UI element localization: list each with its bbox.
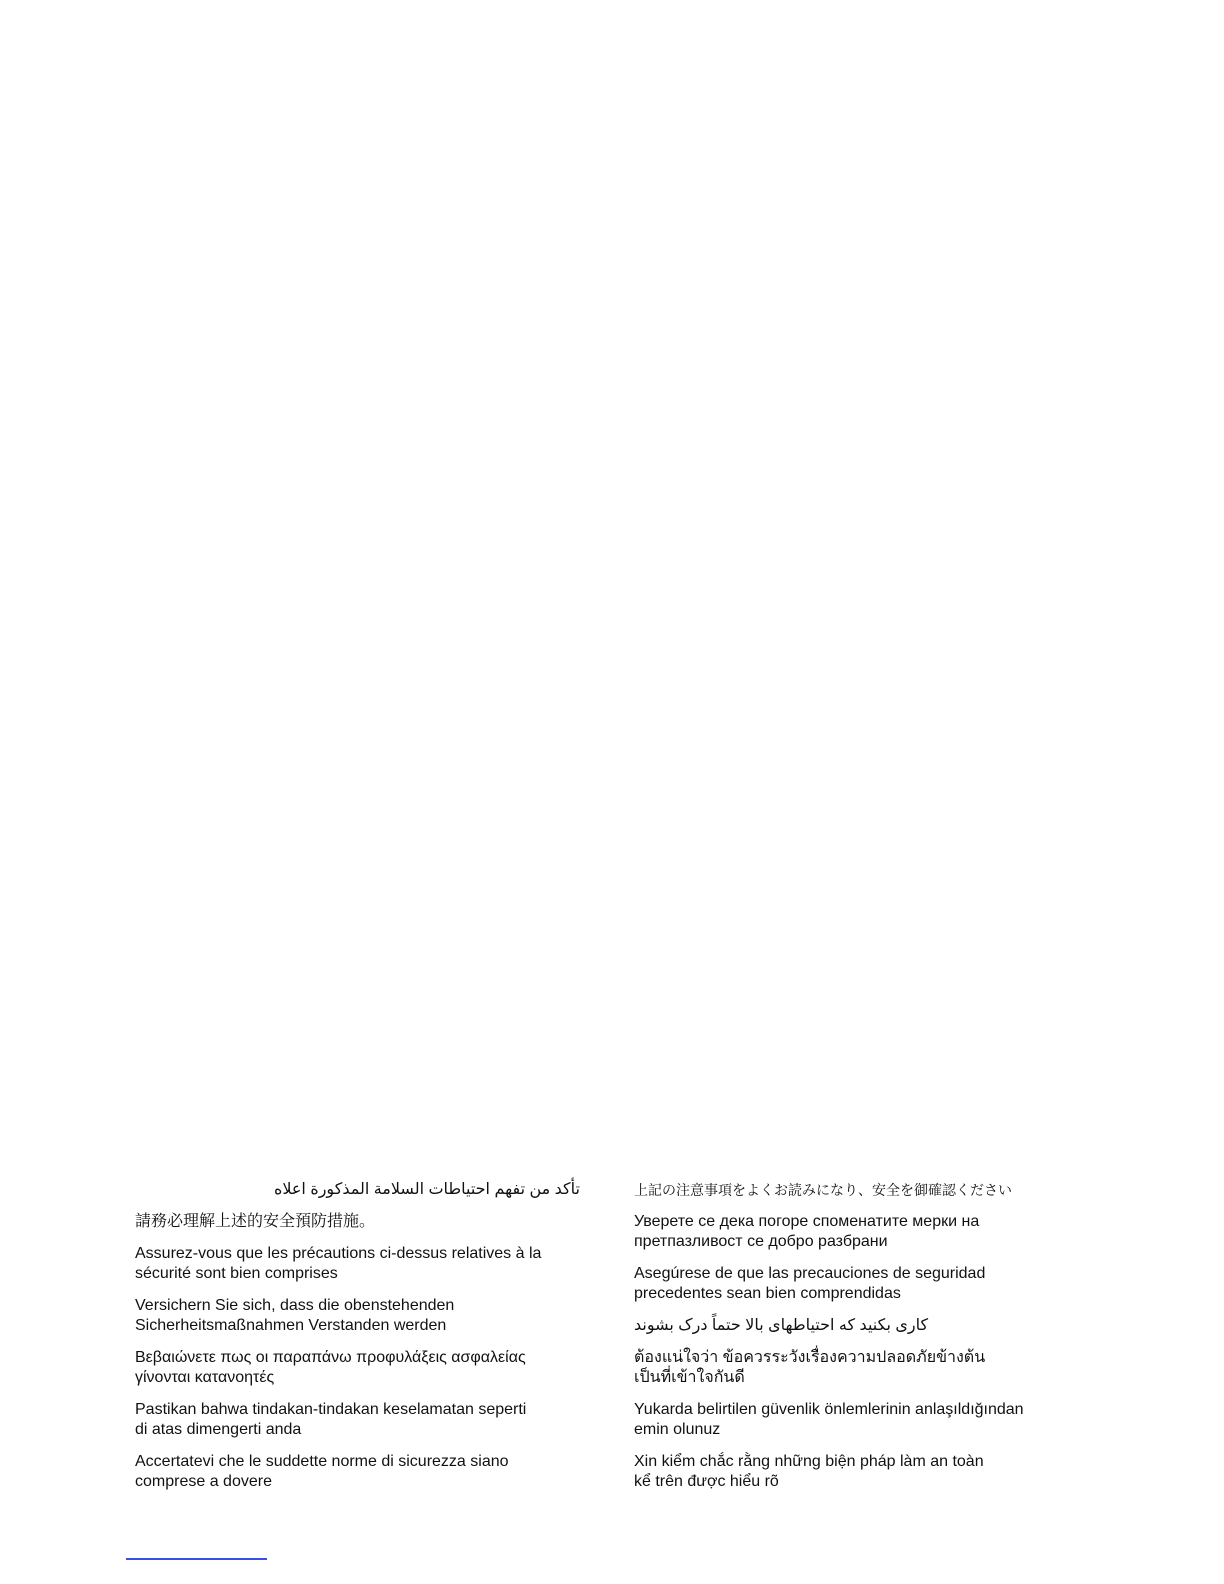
notice-indonesian: Pastikan bahwa tindakan-tindakan keselamatan seperti di atas dimengerti anda: [135, 1401, 527, 1438]
notice-turkish: Yukarda belirtilen güvenlik önlemlerinin anlaşıldığından emin olunuz: [634, 1401, 1024, 1438]
notice-persian: کاری بکنید که احتیاطهای بالا حتماً درک بشوند: [634, 1317, 929, 1334]
notice-chinese: 請務必理解上述的安全預防措施。: [135, 1213, 376, 1230]
notice-spanish: Asegúrese de que las precauciones de seguridad precedentes sean bien comprendidas: [634, 1265, 986, 1302]
footnote-divider: [126, 1558, 267, 1560]
notice-french: Assurez-vous que les précautions ci-dessus relatives à la sécurité sont bien comprises: [135, 1245, 542, 1282]
safety-notice-right-column: [634, 1180, 1064, 1504]
notice-greek: Βεβαιώνετε πως οι παραπάνω προφυλάξεις ασφαλείας γίνονται κατανοητές: [135, 1349, 526, 1386]
safety-notice-left-column: [135, 1180, 580, 1504]
notice-vietnamese: Xin kiểm chắc rằng những biện pháp làm an toàn kể trên được hiểu rõ: [634, 1453, 984, 1490]
notice-thai: ต้องแน่ใจว่า ข้อควรระวังเรื่องความปลอดภัยข้างต้น เป็นที่เข้าใจกันดี: [634, 1349, 986, 1386]
notice-italian: Accertatevi che le suddette norme di sicurezza siano comprese a dovere: [135, 1453, 509, 1490]
notice-german: Versichern Sie sich, dass die obenstehenden Sicherheitsmaßnahmen Verstanden werden: [135, 1297, 455, 1334]
notice-japanese: 上記の注意事項をよくお読みになり、安全を御確認ください: [634, 1182, 1012, 1198]
notice-macedonian: Уверете се дека погоре споменатите мерки на претпазливост се добро разбрани: [634, 1213, 980, 1250]
notice-arabic: تأكد من تفهم احتياطات السلامة المذكورة اعلاه: [273, 1181, 580, 1198]
